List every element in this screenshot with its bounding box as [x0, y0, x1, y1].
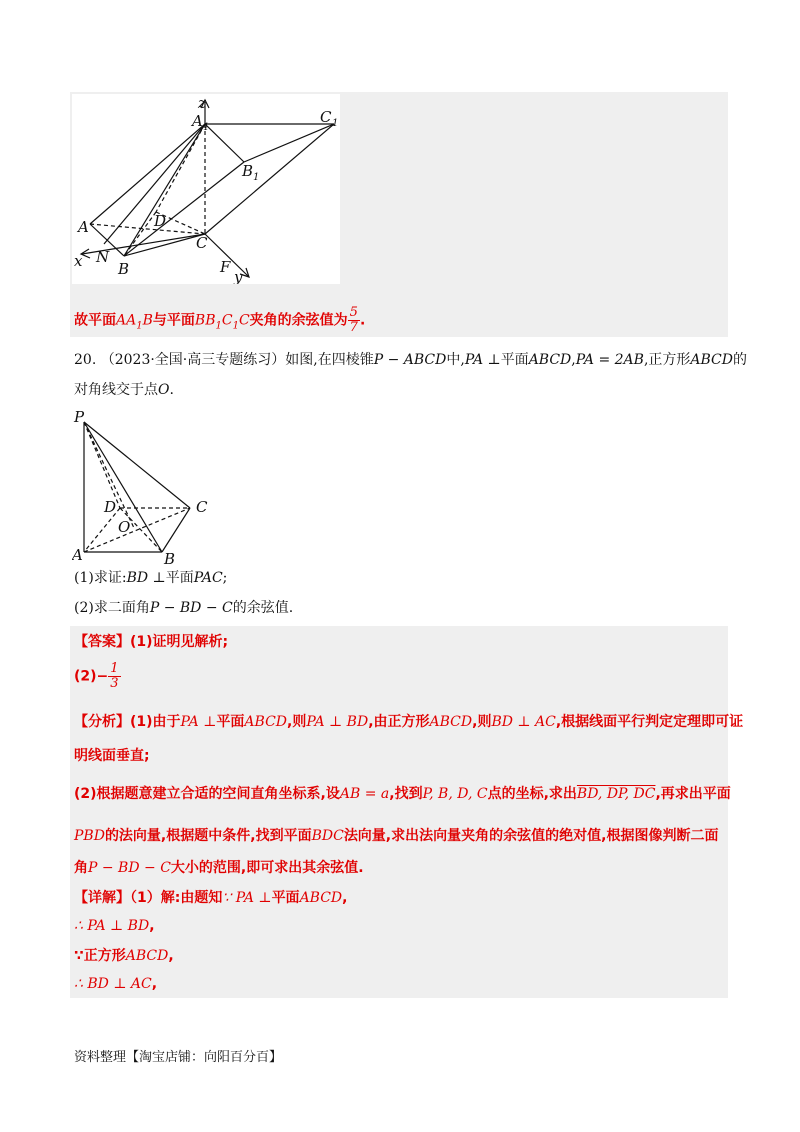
fraction-1-3: $\frac{1}{3}$ — [110, 661, 119, 691]
problem-statement-line1: 20. （2023·全国·高三专题练习）如图,在四棱锥P − ABCD中,PA ⊥平面ABCD,PA = 2AB,正方形ABCD的 — [74, 352, 747, 368]
label-D: D — [154, 212, 167, 230]
label-B1-sub: 1 — [253, 172, 260, 183]
conclusion-line: 故平面$AA_1B$与平面$BB_1C_1C$夹角的余弦值为 $\frac{5}{7}$ . — [74, 305, 366, 335]
label-N: N — [96, 248, 110, 266]
label-A2: A — [72, 546, 83, 564]
prism-figure — [72, 94, 340, 284]
label-D2: D — [104, 498, 117, 516]
detail-line4: ∴ BD ⊥ AC, — [74, 976, 158, 992]
label-F: F — [220, 258, 231, 276]
label-y: y — [234, 268, 243, 284]
analysis-line5: 角P − BD − C大小的范围,即可求出其余弦值. — [74, 860, 364, 876]
detail-line3: ∵正方形ABCD, — [74, 948, 174, 964]
label-C1-sub: 1 — [332, 118, 339, 129]
pyramid-figure — [72, 408, 222, 566]
label-B: B — [118, 260, 130, 278]
page-footer: 资料整理【淘宝店铺：向阳百分百】 — [74, 1050, 283, 1065]
label-B1: B — [242, 162, 254, 180]
label-A1: A — [192, 112, 203, 130]
detail-tag: 【详解】 — [74, 890, 130, 906]
analysis-tag: 【分析】 — [74, 714, 130, 730]
solution-block-main — [70, 626, 728, 998]
label-A1-sub: 1 — [203, 122, 210, 133]
analysis-line1: 【分析】(1)由于PA ⊥平面ABCD,则PA ⊥ BD,由正方形ABCD,则BD ⊥ AC,根据线面平行判定定理即可证 — [74, 714, 744, 730]
analysis-line3: (2)根据题意建立合适的空间直角坐标系,设AB = a,找到P, B, D, C点的坐标,求出BD, DP, DC,再求出平面 — [74, 786, 731, 802]
fraction-5-7: $\frac{5}{7}$ — [349, 305, 358, 335]
label-C2: C — [196, 498, 208, 516]
label-C: C — [196, 234, 208, 252]
detail-line1: 【详解】（1）解:由题知∵ PA ⊥平面ABCD, — [74, 890, 348, 906]
answer-line2: (2)− $\frac{1}{3}$ — [74, 661, 119, 691]
label-x: x — [74, 252, 83, 270]
answer-line1: 【答案】(1)证明见解析; — [74, 634, 229, 650]
problem-source: （2023·全国·高三专题练习） — [100, 352, 286, 368]
detail-line2: ∴ PA ⊥ BD, — [74, 918, 155, 934]
label-O: O — [118, 518, 131, 536]
analysis-line2: 明线面垂直; — [74, 748, 150, 764]
problem-number: 20. — [74, 352, 97, 368]
label-B2: B — [164, 550, 176, 566]
problem-statement-line2: 对角线交于点O. — [74, 382, 174, 398]
question-2: (2)求二面角P − BD − C的余弦值. — [74, 600, 294, 616]
label-z: z — [198, 94, 206, 112]
answer-tag: 【答案】 — [74, 634, 130, 650]
label-P: P — [74, 408, 85, 426]
analysis-line4: PBD的法向量,根据题中条件,找到平面BDC法向量,求出法向量夹角的余弦值的绝对值,根据图像判断二面 — [74, 828, 719, 844]
label-A: A — [78, 218, 89, 236]
label-C1: C — [320, 108, 332, 126]
question-1: (1)求证:BD ⊥平面PAC; — [74, 570, 228, 586]
